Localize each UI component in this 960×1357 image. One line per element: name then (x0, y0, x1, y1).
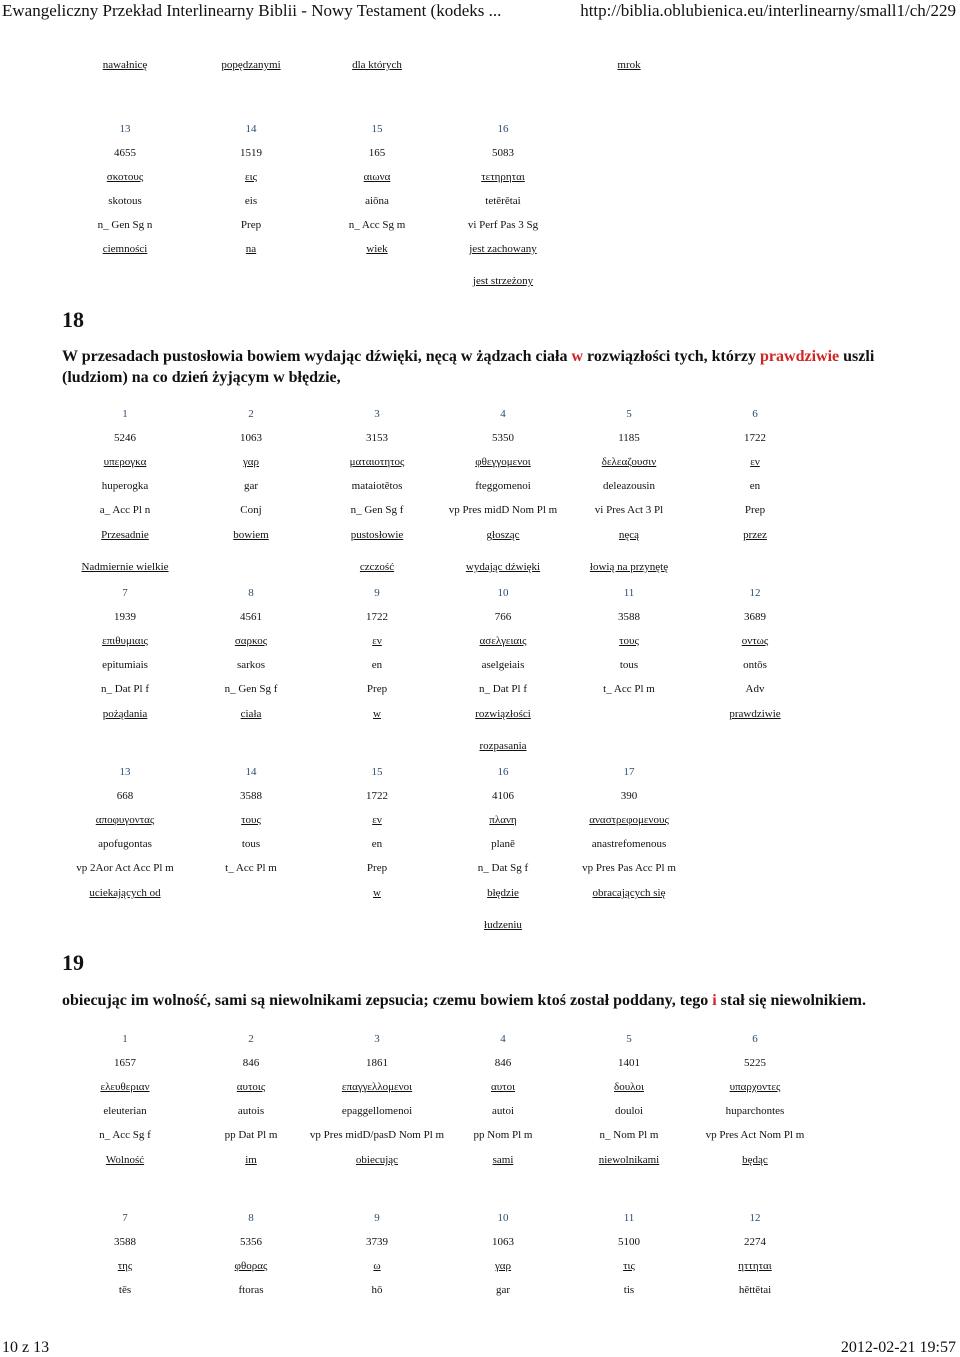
polish-word-link[interactable]: nęcą (618, 529, 640, 541)
word-number: 11 (623, 1212, 635, 1224)
polish-word-link[interactable]: przez (743, 529, 767, 541)
polish-word-link[interactable]: uciekających od (89, 887, 161, 899)
greek-word-link[interactable]: αναστρεφομενους (589, 814, 669, 826)
polish-word-link[interactable]: Wolność (105, 1154, 145, 1166)
transliteration: hō (371, 1284, 383, 1296)
word-number: 15 (371, 123, 383, 135)
strong-number: 3153 (366, 432, 388, 444)
morphology: n_ Gen Sg f (350, 504, 404, 516)
transliteration: eleuterian (103, 1105, 147, 1117)
strong-number: 1722 (366, 611, 388, 623)
strong-number: 1861 (366, 1057, 388, 1069)
morphology: n_ Dat Sg f (477, 862, 529, 874)
polish-word-link[interactable]: wiek (366, 243, 388, 255)
word-number: 15 (371, 766, 383, 778)
greek-word-link[interactable]: επαγγελλομενοι (341, 1081, 413, 1093)
transliteration: deleazousin (603, 480, 655, 492)
transliteration: mataiotētos (351, 480, 403, 492)
strong-number: 3588 (114, 1236, 136, 1248)
greek-word-link[interactable]: εν (750, 456, 760, 468)
strong-number: 4655 (114, 147, 136, 159)
greek-word-link[interactable]: δουλοι (614, 1081, 644, 1093)
word-number: 2 (248, 408, 254, 420)
morphology: pp Nom Pl m (473, 1129, 533, 1141)
greek-word-link[interactable]: ματαιοτητος (349, 456, 405, 468)
morphology: Conj (240, 504, 262, 516)
transliteration: en (371, 659, 383, 671)
morphology: n_ Dat Pl f (479, 683, 527, 695)
greek-word-link[interactable]: υπερογκα (103, 456, 147, 468)
word-number: 13 (119, 123, 131, 135)
morphology: vi Pres Act 3 Pl (594, 504, 664, 516)
strong-number: 766 (494, 611, 512, 623)
strong-number: 1401 (618, 1057, 640, 1069)
morphology: n_ Nom Pl m (599, 1129, 659, 1141)
polish-word-link[interactable]: obracających się (592, 887, 666, 899)
word-number: 12 (749, 1212, 761, 1224)
greek-word-link[interactable]: τους (241, 814, 261, 826)
greek-word-link[interactable]: ελευθεριαν (100, 1081, 150, 1093)
word-number: 17 (623, 766, 635, 778)
morphology: vp Pres midD Nom Pl m (448, 504, 558, 516)
transliteration: douloi (614, 1105, 644, 1117)
word-number: 7 (122, 1212, 128, 1224)
strong-number: 4106 (492, 790, 514, 802)
greek-word-link[interactable]: εν (372, 635, 382, 647)
transliteration: fteggomenoi (475, 480, 531, 492)
word-number: 5 (626, 1033, 632, 1045)
word-number: 6 (752, 1033, 758, 1045)
verse-text-segment: uszli (ludziom) na co dzień żyjącym w błędzie, (62, 348, 875, 386)
alt-translation-link[interactable]: łowią na przynętę (589, 561, 669, 573)
verse-text-segment: obiecując im wolność, sami są niewolnikami zepsucia; czemu bowiem ktoś został poddany, tego (62, 992, 713, 1009)
strong-number: 1722 (744, 432, 766, 444)
word-number: 9 (374, 1212, 380, 1224)
morphology: vp Pres midD/pasD Nom Pl m (309, 1129, 445, 1141)
word-number: 2 (248, 1033, 254, 1045)
greek-word-link[interactable]: τις (623, 1260, 635, 1272)
transliteration: tous (241, 838, 261, 850)
transliteration: hēttētai (738, 1284, 772, 1296)
greek-word-link[interactable]: εν (372, 814, 382, 826)
alt-translation-link[interactable]: łudzeniu (484, 919, 522, 931)
transliteration: eis (244, 195, 258, 207)
strong-number: 5225 (744, 1057, 766, 1069)
polish-word-link[interactable]: sami (492, 1154, 514, 1166)
strong-number: 1722 (366, 790, 388, 802)
greek-word-link[interactable]: αποφυγοντας (95, 814, 155, 826)
strong-number: 4561 (240, 611, 262, 623)
strong-number: 1185 (618, 432, 640, 444)
greek-word-link[interactable]: σαρκος (234, 635, 268, 647)
morphology: Prep (366, 862, 388, 874)
transliteration: skotous (108, 195, 142, 207)
word-number: 4 (500, 408, 506, 420)
verse-text-segment: rozwiązłości tych, którzy (583, 348, 761, 365)
greek-word-link[interactable]: γαρ (242, 456, 260, 468)
word-number: 11 (623, 587, 635, 599)
greek-word-link[interactable]: ηττηται (738, 1260, 772, 1272)
verse-text-segment: stał się niewolnikiem. (716, 992, 867, 1009)
greek-word-link[interactable]: πλανη (489, 814, 517, 826)
print-timestamp: 2012-02-21 19:57 (840, 1339, 956, 1356)
transliteration: ftoras (238, 1284, 264, 1296)
transliteration: autoi (492, 1105, 514, 1117)
polish-word-link[interactable]: pustosłowie (350, 529, 404, 541)
strong-number: 1519 (240, 147, 262, 159)
strong-number: 5356 (240, 1236, 262, 1248)
strong-number: 5246 (114, 432, 136, 444)
polish-word-link[interactable]: prawdziwie (729, 708, 781, 720)
word-number: 13 (119, 766, 131, 778)
morphology: Prep (366, 683, 388, 695)
transliteration: planē (491, 838, 515, 850)
strong-number: 2274 (744, 1236, 766, 1248)
polish-word-link[interactable]: popędzanymi (221, 59, 281, 71)
strong-number: 5350 (492, 432, 514, 444)
alt-translation-link[interactable]: Nadmiernie wielkie (81, 561, 169, 573)
strong-number: 668 (116, 790, 134, 802)
word-number: 16 (497, 766, 509, 778)
morphology: n_ Dat Pl f (101, 683, 149, 695)
polish-word-link[interactable]: niewolnikami (598, 1154, 660, 1166)
word-number: 4 (500, 1033, 506, 1045)
verse-translation (62, 990, 942, 1011)
morphology: Prep (240, 219, 262, 231)
greek-word-link[interactable]: οντως (741, 635, 769, 647)
strong-number: 3588 (618, 611, 640, 623)
morphology: t_ Acc Pl m (225, 862, 277, 874)
transliteration: sarkos (236, 659, 266, 671)
greek-word-link[interactable]: τους (619, 635, 639, 647)
polish-word-link[interactable]: w (373, 708, 381, 720)
transliteration: autois (237, 1105, 265, 1117)
word-number: 16 (497, 123, 509, 135)
transliteration: anastrefomenous (591, 838, 667, 850)
transliteration: tous (619, 659, 639, 671)
transliteration: epitumiais (102, 659, 148, 671)
alt-translation-link[interactable]: jest strzeżony (472, 275, 534, 287)
page-counter: 10 z 13 (2, 1339, 50, 1356)
greek-word-link[interactable]: φθορας (234, 1260, 268, 1272)
polish-word-link[interactable]: jest zachowany (469, 243, 537, 255)
word-number: 14 (245, 766, 257, 778)
verse-translation (62, 346, 942, 388)
morphology: vp Pres Act Nom Pl m (705, 1129, 805, 1141)
morphology: t_ Acc Pl m (603, 683, 655, 695)
alt-translation-link[interactable]: rozpasania (479, 740, 527, 752)
word-number: 7 (122, 587, 128, 599)
word-number: 9 (374, 587, 380, 599)
polish-word-link[interactable]: nawałnicę (102, 59, 148, 71)
verse-number: 18 (62, 307, 84, 332)
transliteration: ontōs (743, 659, 767, 671)
polish-word-link[interactable]: w (373, 887, 381, 899)
word-number: 8 (248, 1212, 254, 1224)
strong-number: 3588 (240, 790, 262, 802)
strong-number: 1063 (240, 432, 262, 444)
greek-word-link[interactable]: τετηρηται (481, 171, 525, 183)
page-url[interactable]: http://biblia.oblubienica.eu/interlinearny/small1/ch/229 (580, 1, 956, 20)
polish-word-link[interactable]: bowiem (233, 529, 269, 541)
greek-word-link[interactable]: δελεαζουσιν (601, 456, 657, 468)
polish-word-link[interactable]: błędzie (487, 887, 519, 899)
greek-word-link[interactable]: αυτοι (490, 1081, 516, 1093)
polish-word-link[interactable]: im (245, 1154, 257, 1166)
word-number: 1 (122, 408, 128, 420)
morphology: Prep (744, 504, 766, 516)
strong-number: 5083 (492, 147, 514, 159)
word-number: 14 (245, 123, 257, 135)
page-footer (0, 1339, 960, 1357)
greek-word-link[interactable]: σκοτους (106, 171, 144, 183)
polish-word-link[interactable]: Przesadnie (101, 529, 149, 541)
alt-translation-link[interactable]: wydając dźwięki (465, 561, 541, 573)
transliteration: tēs (118, 1284, 132, 1296)
document-title: Ewangeliczny Przekład Interlinearny Biblii - Nowy Testament (kodeks ... (2, 1, 502, 20)
morphology: vp Pres Pas Acc Pl m (582, 862, 676, 874)
greek-word-link[interactable]: ασελγειαις (479, 635, 527, 647)
strong-number: 3739 (366, 1236, 388, 1248)
polish-word-link[interactable]: ciemności (102, 243, 148, 255)
morphology: pp Dat Pl m (224, 1129, 278, 1141)
greek-word-link[interactable]: αιωνα (363, 171, 391, 183)
transliteration: huparchontes (725, 1105, 785, 1117)
word-number: 1 (122, 1033, 128, 1045)
strong-number: 5100 (618, 1236, 640, 1248)
transliteration: en (749, 480, 761, 492)
page-header (0, 0, 960, 22)
polish-word-link[interactable]: mrok (617, 59, 641, 71)
greek-word-link[interactable]: αυτοις (236, 1081, 266, 1093)
morphology: n_ Gen Sg f (224, 683, 278, 695)
polish-word-link[interactable]: dla których (352, 59, 402, 71)
morphology: n_ Acc Sg f (99, 1129, 151, 1141)
verse-number: 19 (62, 950, 84, 975)
transliteration: aselgeiais (481, 659, 525, 671)
word-number: 5 (626, 408, 632, 420)
greek-word-link[interactable]: επιθυμιαις (102, 635, 148, 647)
transliteration: en (371, 838, 383, 850)
morphology: vp 2Aor Act Acc Pl m (76, 862, 174, 874)
word-number: 8 (248, 587, 254, 599)
word-number: 12 (749, 587, 761, 599)
alt-translation-link[interactable]: czczość (359, 561, 395, 573)
strong-number: 3689 (744, 611, 766, 623)
strong-number: 1657 (114, 1057, 136, 1069)
transliteration: huperogka (101, 480, 149, 492)
strong-number: 846 (494, 1057, 512, 1069)
morphology: vi Perf Pas 3 Sg (467, 219, 539, 231)
highlighted-word: prawdziwie (760, 348, 840, 365)
highlighted-word: i (712, 992, 717, 1009)
polish-word-link[interactable]: głosząc (486, 529, 520, 541)
highlighted-word: w (571, 348, 584, 365)
greek-word-link[interactable]: φθεγγομενοι (475, 456, 531, 468)
greek-word-link[interactable]: ω (373, 1260, 381, 1272)
polish-word-link[interactable]: pożądania (102, 708, 148, 720)
greek-word-link[interactable]: εις (245, 171, 257, 183)
polish-word-link[interactable]: rozwiązłości (475, 708, 531, 720)
polish-word-link[interactable]: obiecując (355, 1154, 399, 1166)
morphology: Adv (745, 683, 765, 695)
verse-text-segment: W przesadach pustosłowia bowiem wydając dźwięki, nęcą w żądzach ciała (62, 348, 572, 365)
word-number: 3 (374, 1033, 380, 1045)
polish-word-link[interactable]: ciała (240, 708, 262, 720)
strong-number: 390 (620, 790, 638, 802)
morphology: n_ Gen Sg n (97, 219, 153, 231)
word-number: 6 (752, 408, 758, 420)
transliteration: gar (243, 480, 259, 492)
strong-number: 165 (368, 147, 386, 159)
greek-word-link[interactable]: της (117, 1260, 133, 1272)
greek-word-link[interactable]: υπαρχοντες (729, 1081, 781, 1093)
strong-number: 1063 (492, 1236, 514, 1248)
transliteration: epaggellomenoi (341, 1105, 413, 1117)
word-number: 10 (497, 587, 509, 599)
transliteration: gar (495, 1284, 511, 1296)
polish-word-link[interactable]: będąc (742, 1154, 768, 1166)
transliteration: aiōna (365, 195, 389, 207)
morphology: n_ Acc Sg m (348, 219, 406, 231)
polish-word-link[interactable]: na (245, 243, 257, 255)
transliteration: apofugontas (98, 838, 152, 850)
strong-number: 1939 (114, 611, 136, 623)
morphology: a_ Acc Pl n (99, 504, 151, 516)
transliteration: tis (623, 1284, 635, 1296)
transliteration: tetērētai (485, 195, 521, 207)
word-number: 3 (374, 408, 380, 420)
greek-word-link[interactable]: γαρ (494, 1260, 512, 1272)
strong-number: 846 (242, 1057, 260, 1069)
word-number: 10 (497, 1212, 509, 1224)
